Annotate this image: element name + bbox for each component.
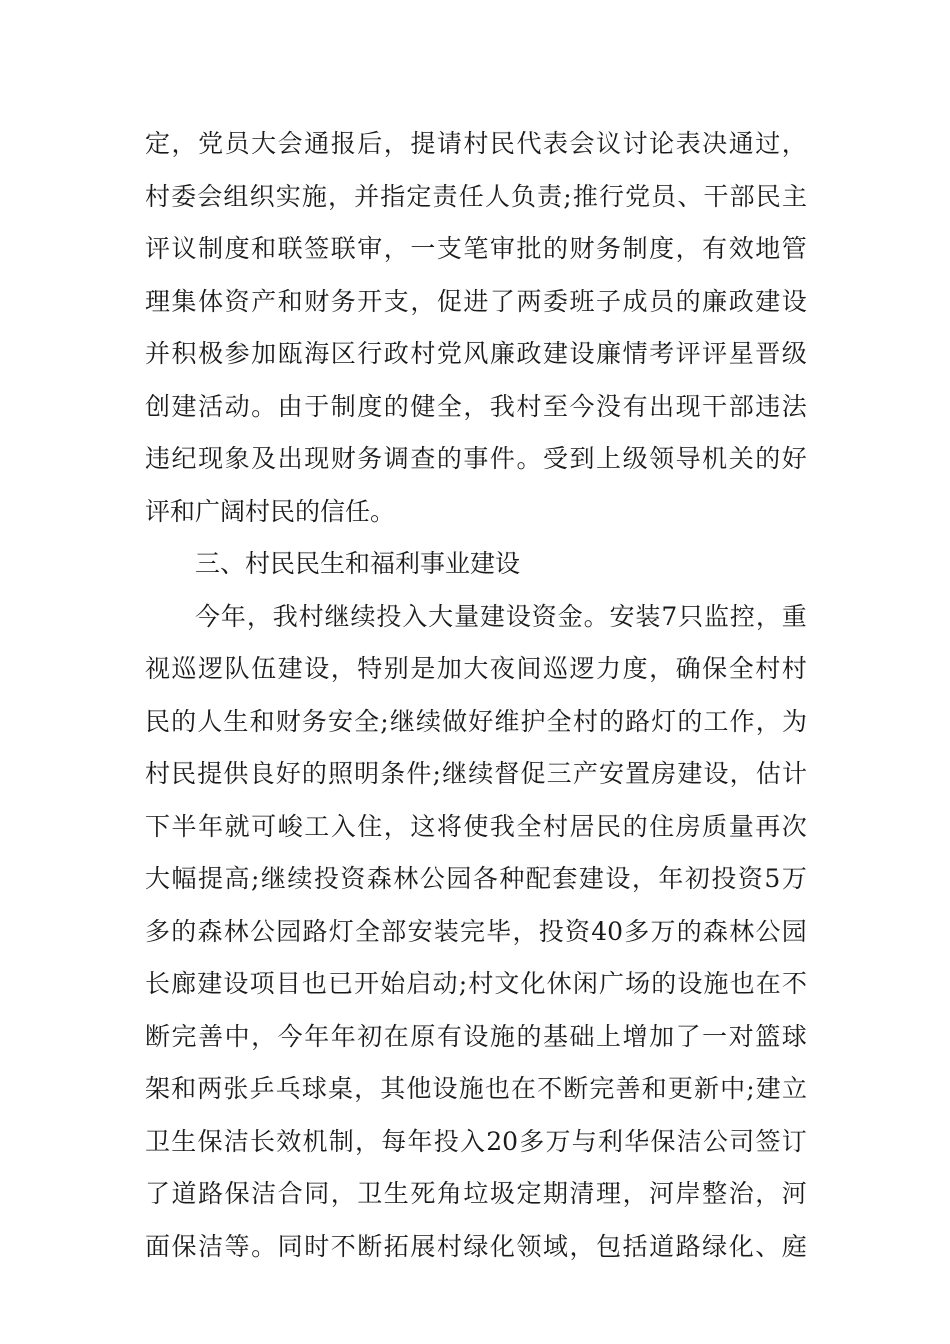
text-line: 创 建 活 动 。 由 于 制 度 的 健 全 ， 我 村 至 今 没 有 出 现 干 部 违 法 — [145, 391, 807, 421]
text-line: 视 巡 逻 队 伍 建 设 ， 特 别 是 加 大 夜 间 巡 逻 力 度 ， 确 保 全 村 村 — [145, 654, 807, 683]
text-line: 理 集 体 资 产 和 财 务 开 支 ， 促 进 了 两 委 班 子 成 员 的 廉 政 建 设 — [145, 286, 807, 316]
text-line: 架 和 两 张 乒 乓 球 桌 ， 其 他 设 施 也 在 不 断 完 善 和 更 新 中 ; 建 立 — [145, 1074, 807, 1103]
text-line: 定 ， 党 员 大 会 通 报 后 ， 提 请 村 民 代 表 会 议 讨 论 表 决 通 过 ， — [145, 129, 807, 158]
text-line: 断 完 善 中 ， 今 年 年 初 在 原 有 设 施 的 基 础 上 增 加 了 一 对 篮 球 — [145, 1021, 807, 1051]
document-body — [145, 118, 807, 1273]
text-line: 评和广阔村民的信任。 — [145, 496, 396, 526]
text-line: 并 积 极 参 加 瓯 海 区 行 政 村 党 风 廉 政 建 设 廉 情 考 评 评 星 晋 级 — [145, 339, 807, 368]
text-line: 三、村民民生和福利事业建设 — [195, 549, 521, 578]
text-line: 民 的 人 生 和 财 务 安 全 ; 继 续 做 好 维 护 全 村 的 路 灯 的 工 作 ， 为 — [145, 706, 807, 736]
text-line: 今 年 ， 我 村 继 续 投 入 大 量 建 设 资 金 。 安 装 7 只 监 控 ， 重 — [195, 601, 807, 631]
text-line: 下 半 年 就 可 峻 工 入 住 ， 这 将 使 我 全 村 居 民 的 住 房 质 量 再 次 — [145, 811, 807, 841]
text-line: 评 议 制 度 和 联 签 联 审 ， 一 支 笔 审 批 的 财 务 制 度 ， 有 效 地 管 — [145, 234, 807, 263]
text-line: 大 幅 提 高 ; 继 续 投 资 森 林 公 园 各 种 配 套 建 设 ， 年 初 投 资 5 万 — [145, 864, 807, 893]
text-line: 多 的 森 林 公 园 路 灯 全 部 安 装 完 毕 ， 投 资 40 多 万 的 森 林 公 园 — [145, 916, 807, 946]
text-line: 了 道 路 保 洁 合 同 ， 卫 生 死 角 垃 圾 定 期 清 理 ， 河 岸 整 治 ， 河 — [145, 1179, 807, 1208]
text-line: 违 纪 现 象 及 出 现 财 务 调 查 的 事 件 。 受 到 上 级 领 导 机 关 的 好 — [145, 444, 807, 473]
text-line: 面 保 洁 等 。 同 时 不 断 拓 展 村 绿 化 领 域 ， 包 括 道 路 绿 化 、 庭 — [145, 1231, 807, 1261]
text-line: 长 廊 建 设 项 目 也 已 开 始 启 动 ; 村 文 化 休 闲 广 场 的 设 施 也 在 不 — [145, 969, 807, 998]
text-line: 卫 生 保 洁 长 效 机 制 ， 每 年 投 入 20 多 万 与 利 华 保 洁 公 司 签 订 — [145, 1126, 807, 1156]
text-line: 村 民 提 供 良 好 的 照 明 条 件 ; 继 续 督 促 三 产 安 置 房 建 设 ， 估 计 — [145, 759, 807, 788]
text-line: 村 委 会 组 织 实 施 ， 并 指 定 责 任 人 负 责 ; 推 行 党 员 、 干 部 民 主 — [145, 181, 807, 211]
